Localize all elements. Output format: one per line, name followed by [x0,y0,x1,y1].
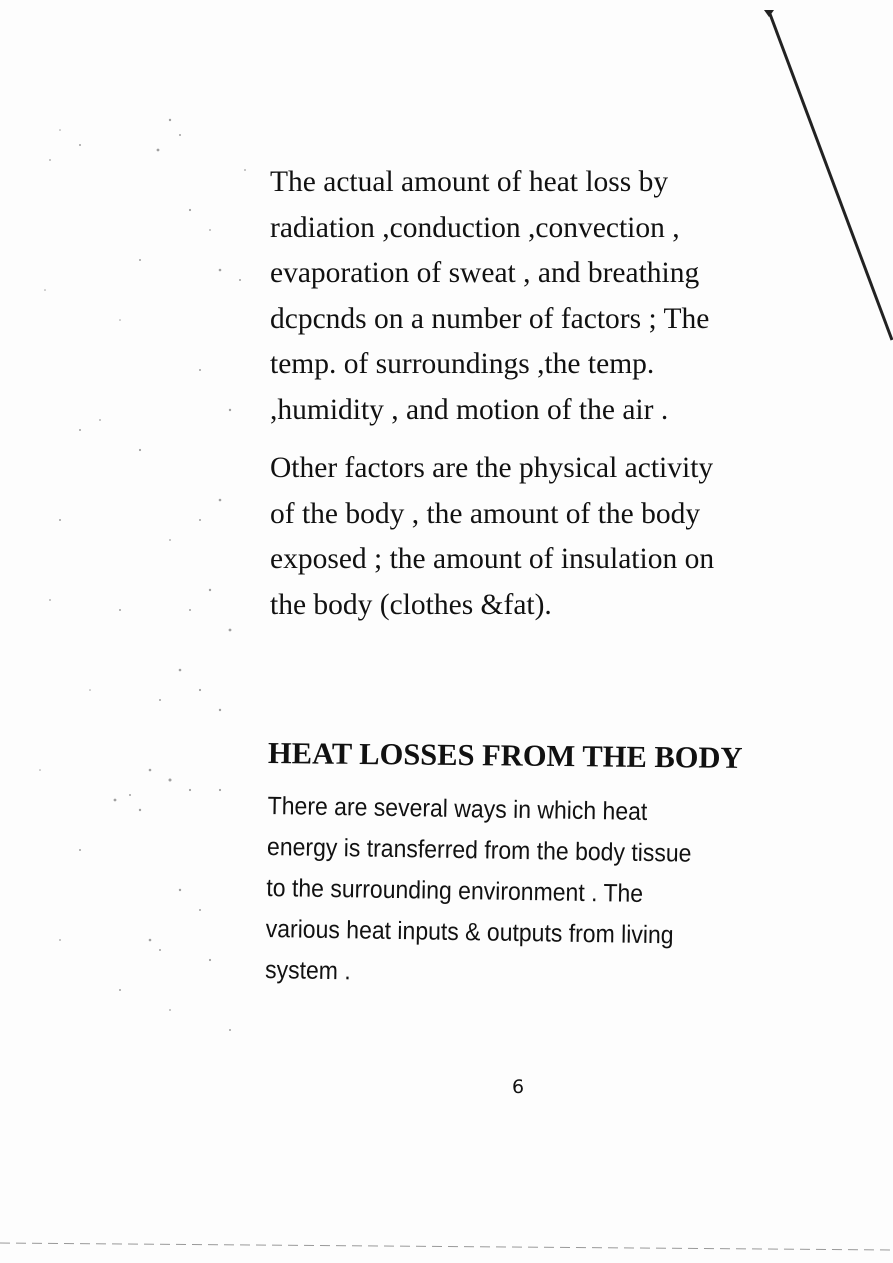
paragraph-line: ,humidity , and motion of the air . [270,393,669,426]
section-heading: HEAT LOSSES FROM THE BODY [267,736,743,775]
paragraph-line: system . [264,955,351,986]
paragraph-line: of the body , the amount of the body [270,497,701,530]
paragraph-heat-loss-factors [270,160,709,433]
paragraph-line: evaporation of sweat , and breathing [270,257,700,289]
paragraph-line: exposed ; the amount of insulation on [270,543,715,575]
paragraph-line: the body (clothes &fat). [270,588,552,621]
paragraph-line: The actual amount of heat loss by [270,166,669,198]
paragraph-other-factors [270,446,714,628]
paragraph-line: There are several ways in which heat [267,791,648,826]
scan-noise-decoration [20,90,260,1050]
paragraph-line: various heat inputs & outputs from living [265,914,674,950]
paragraph-line: dcpcnds on a number of factors ; The [270,302,710,335]
paragraph-heat-transfer [265,786,693,998]
paragraph-line: to the surrounding environment . The [266,873,644,908]
paragraph-line: Other factors are the physical activity [270,452,714,484]
paragraph-line: energy is transferred from the body tissue [266,832,692,868]
page-number: 6 [512,1076,525,1098]
paragraph-line: temp. of surroundings ,the temp. [270,348,655,380]
paragraph-line: radiation ,conduction ,convection , [270,211,680,244]
